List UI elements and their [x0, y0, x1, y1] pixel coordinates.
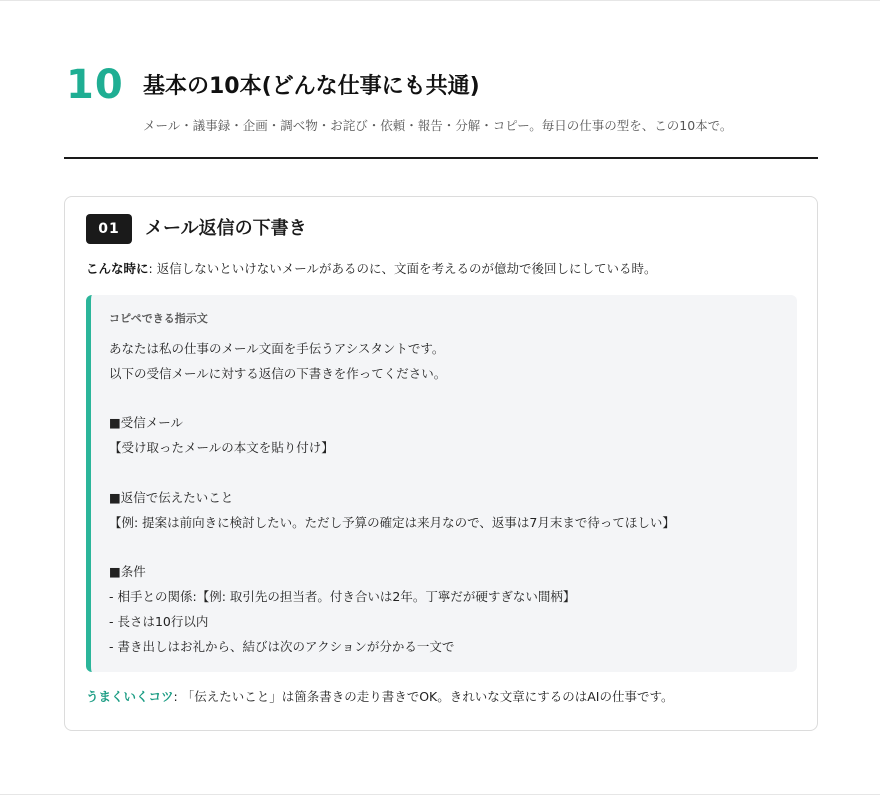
- prompt-line: ■返信で伝えたいこと: [109, 489, 234, 505]
- prompt-line: - 長さは10行以内: [109, 613, 209, 629]
- prompt-card: [64, 196, 818, 731]
- prompt-line: [109, 535, 675, 560]
- use-case-label: こんな時に: [86, 261, 149, 276]
- prompt-line: - 相手との関係:【例: 取引先の担当者。付き合いは2年。丁寧だが硬すぎない間柄】: [109, 588, 576, 604]
- header-rule: [64, 157, 818, 159]
- prompt-line: 【受け取ったメールの本文を貼り付け】: [109, 440, 334, 456]
- prompt-line: 以下の受信メールに対する返信の下書きを作ってください。: [109, 365, 447, 381]
- card-number-badge: 01: [86, 214, 132, 244]
- section-title: 基本の10本(どんな仕事にも共通): [143, 74, 480, 99]
- tip-line: [86, 687, 673, 707]
- prompt-line: あなたは私の仕事のメール文面を手伝うアシスタントです。: [109, 341, 445, 356]
- section-subtitle: メール・議事録・企画・調べ物・お詫び・依頼・報告・分解・コピー。毎日の仕事の型を、この10本で。: [143, 118, 733, 133]
- prompt-line: [109, 461, 675, 486]
- prompt-line: ■条件: [109, 564, 146, 580]
- prompt-line: 【例: 提案は前向きに検討したい。ただし予算の確定は来月なので、返事は7月末まで待ってほしい】: [109, 514, 675, 530]
- prompt-line: ■受信メール: [109, 415, 184, 431]
- prompt-box[interactable]: [86, 295, 797, 672]
- prompt-text[interactable]: [109, 337, 675, 659]
- tip-label: うまくいくコツ: [86, 689, 174, 704]
- prompt-line: [109, 387, 675, 412]
- section-number: 10: [66, 62, 124, 108]
- prompt-line: - 書き出しはお礼から、結びは次のアクションが分かる一文で: [109, 638, 455, 654]
- top-divider: [0, 0, 880, 1]
- use-case-text: : 返信しないといけないメールがあるのに、文面を考えるのが億劫で後回しにしている時。: [148, 261, 657, 276]
- card-title: メール返信の下書き: [145, 218, 307, 239]
- tip-text: : 「伝えたいこと」は箇条書きの走り書きでOK。きれいな文章にするのはAIの仕事です。: [173, 689, 674, 704]
- use-case-line: [86, 259, 656, 279]
- prompt-label: コピペできる指示文: [109, 312, 208, 325]
